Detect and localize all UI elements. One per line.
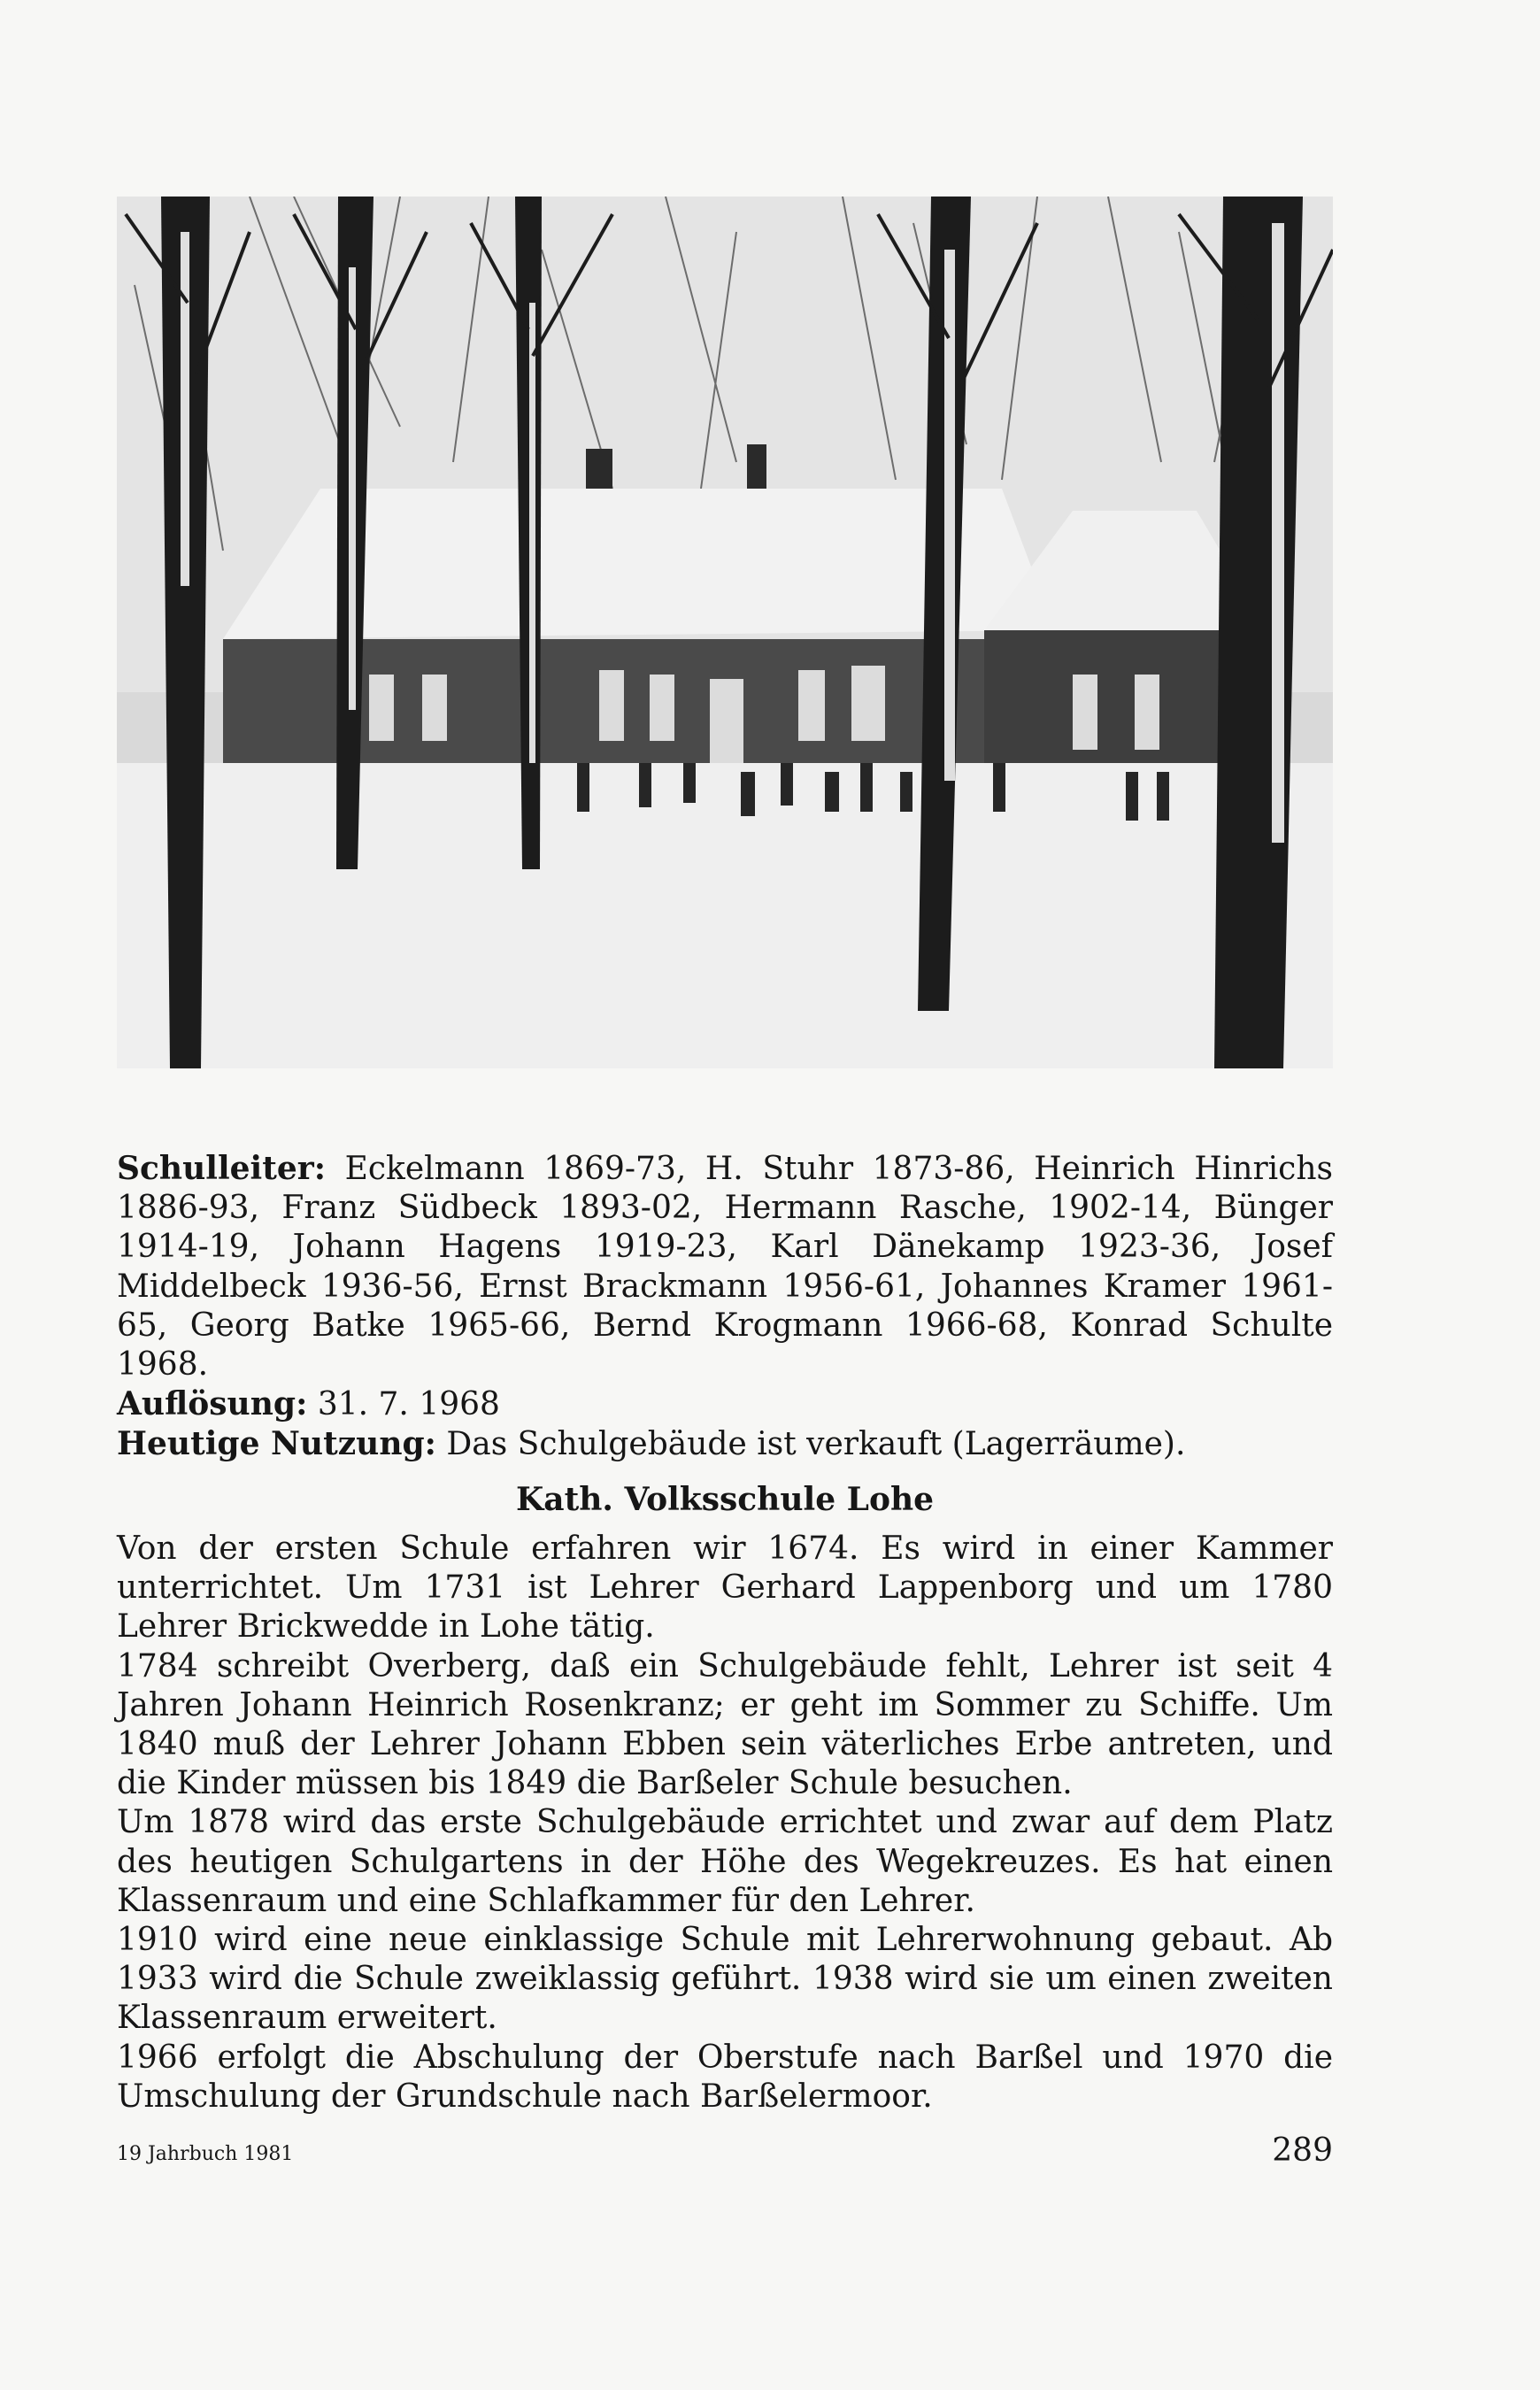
paragraph: 1910 wird eine neue einklassige Schule mit Lehrerwohnung gebaut. Ab 1933 wird die Schule zweiklassig geführt. 1938 wird sie um einen zweiten Klassenraum erweitert. <box>117 1922 1333 2037</box>
current-use-line <box>117 1424 1333 1464</box>
principals-paragraph <box>117 1149 1333 1384</box>
dissolution-line <box>117 1384 1333 1424</box>
dissolution-date: 31. 7. 1968 <box>317 1386 500 1423</box>
paragraph: 1966 erfolgt die Abschulung der Oberstufe nach Barßel und 1970 die Umschulung der Grundschule nach Barßelermoor. <box>117 2039 1333 2115</box>
current-use-label: Heutige Nutzung: <box>117 1425 436 1463</box>
paragraph: Um 1878 wird das erste Schulgebäude errichtet und zwar auf dem Platz des heutigen Schulgartens in der Höhe des Wegekreuzes. Es hat einen Klassenraum und eine Schlafkammer für den Lehrer. <box>117 1804 1333 1919</box>
footer-signature: 19 Jahrbuch 1981 <box>117 2143 294 2165</box>
school-metadata <box>117 1149 1333 1465</box>
principals-label: Schulleiter: <box>117 1150 326 1187</box>
current-use-text: Das Schulgebäude ist verkauft (Lagerräume). <box>446 1426 1186 1463</box>
section-body <box>117 1530 1333 2116</box>
page-number: 289 <box>1272 2132 1333 2169</box>
school-photo <box>117 197 1333 1068</box>
principals-text: Eckelmann 1869-73, H. Stuhr 1873-86, Heinrich Hinrichs 1886-93, Franz Südbeck 1893-02, Hermann Rasche, 1902-14, Bünger 1914-19, Johann Hagens 1919-23, Karl Dänekamp 1923-36, Josef Middelbeck 1936-56, Ernst Brackmann 1956-61, Johannes Kramer 1961-65, Georg Batke 1965-66, Bernd Krogmann 1966-68, Konrad Schulte 1968. <box>117 1151 1333 1384</box>
paragraph: 1784 schreibt Overberg, daß ein Schulgebäude fehlt, Lehrer ist seit 4 Jahren Johann Heinrich Rosenkranz; er geht im Sommer zu Schiffe. Um 1840 muß der Lehrer Johann Ebben sein väterliches Erbe antreten, und die Kinder müssen bis 1849 die Barßeler Schule besuchen. <box>117 1647 1333 1802</box>
paragraph: Von der ersten Schule erfahren wir 1674. Es wird in einer Kammer unterrichtet. Um 1731 ist Lehrer Gerhard Lappenborg und um 1780 Lehrer Brickwedde in Lohe tätig. <box>117 1530 1333 1646</box>
dissolution-label: Auflösung: <box>117 1385 308 1423</box>
section-heading: Kath. Volksschule Lohe <box>515 1481 935 1518</box>
